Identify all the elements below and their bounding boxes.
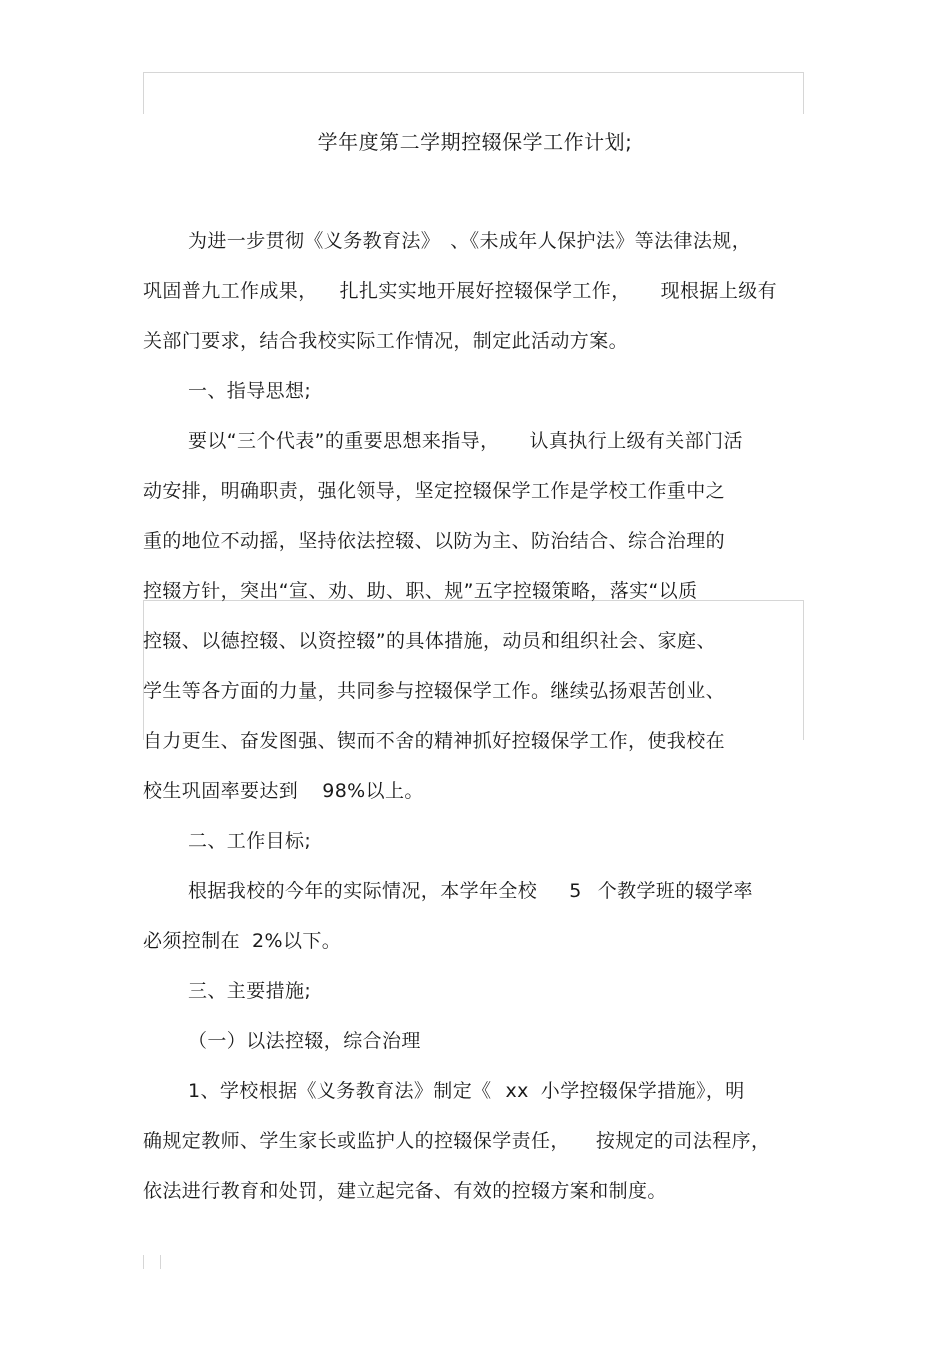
text-line: 确规定教师、学生家长或监护人的控辍保学责任， 按规定的司法程序， — [143, 1130, 771, 1152]
text-line: 要以“三个代表”的重要思想来指导， 认真执行上级有关部门活 — [188, 430, 743, 452]
text-line: 校生巩固率要达到 98%以上。 — [143, 780, 424, 802]
section-heading: 二、工作目标; — [188, 830, 312, 852]
text-line: 重的地位不动摇，坚持依法控辍、以防为主、防治结合、综合治理的 — [143, 530, 726, 552]
text-line: 巩固普九工作成果， 扎扎实实地开展好控辍保学工作， 现根据上级有 — [143, 280, 778, 302]
text-line: 为进一步贯彻《义务教育法》 、《未成年人保护法》等法律法规， — [188, 230, 752, 252]
section-heading: 一、指导思想; — [188, 380, 312, 402]
page-title: 学年度第二学期控辍保学工作计划; — [317, 130, 633, 154]
frame-mid-left-edge — [143, 600, 144, 740]
text-line: 依法进行教育和处罚，建立起完备、有效的控辍方案和制度。 — [143, 1180, 667, 1202]
text-line: 关部门要求，结合我校实际工作情况，制定此活动方案。 — [143, 330, 629, 352]
text-line: 必须控制在 2%以下。 — [143, 930, 342, 952]
frame-bottom-tick-left — [143, 1255, 144, 1269]
text-line: 自力更生、奋发图强、锲而不舍的精神抓好控辍保学工作，使我校在 — [143, 730, 726, 752]
text-line: 根据我校的今年的实际情况，本学年全校 5 个教学班的辍学率 — [188, 880, 753, 902]
frame-top-right-edge — [803, 72, 804, 114]
frame-bottom-tick-right — [160, 1255, 161, 1269]
text-line: 动安排，明确职责，强化领导，坚定控辍保学工作是学校工作重中之 — [143, 480, 726, 502]
frame-mid-right-edge — [803, 600, 804, 740]
text-line: 控辍方针，突出“宣、劝、助、职、规”五字控辍策略，落实“以质 — [143, 580, 698, 602]
text-line: 控辍、以德控辍、以资控辍”的具体措施，动员和组织社会、家庭、 — [143, 630, 716, 652]
frame-top-rule — [143, 72, 804, 73]
frame-top-left-edge — [143, 72, 144, 114]
section-heading: 三、主要措施; — [188, 980, 312, 1002]
sub-heading: （一）以法控辍，综合治理 — [188, 1030, 421, 1052]
text-line: 学生等各方面的力量，共同参与控辍保学工作。继续弘扬艰苦创业、 — [143, 680, 726, 702]
text-line: 1、学校根据《义务教育法》制定《 xx 小学控辍保学措施》，明 — [188, 1080, 745, 1102]
